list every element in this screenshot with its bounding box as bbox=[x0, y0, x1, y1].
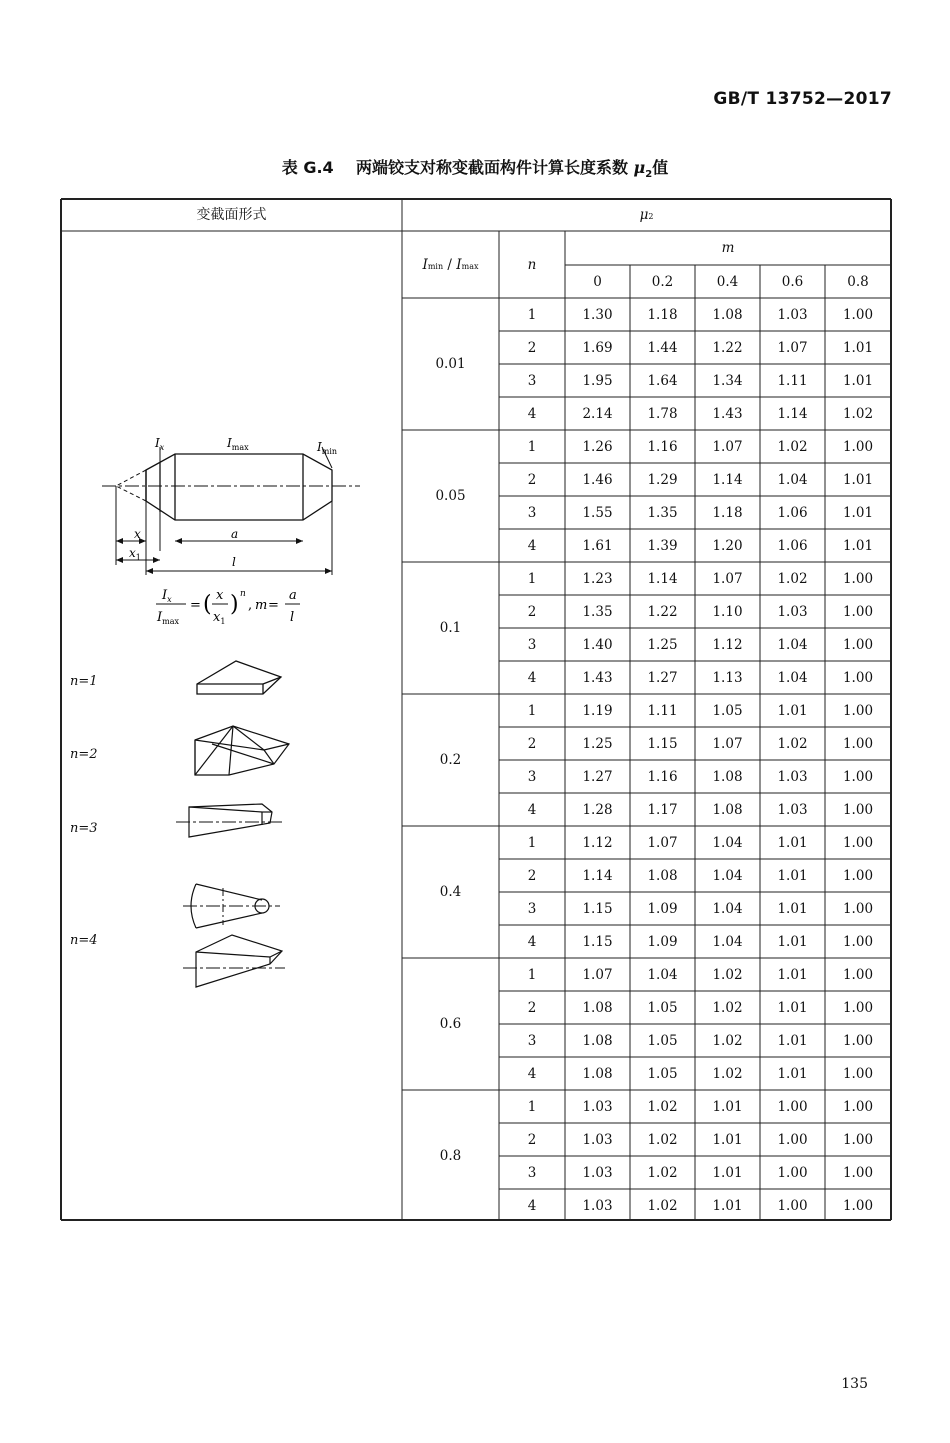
mu-value-cell: 1.00 bbox=[842, 966, 874, 983]
mu-value-cell: 1.19 bbox=[582, 702, 613, 719]
m-value-header: 0.8 bbox=[847, 273, 869, 290]
mu-value-cell: 1.00 bbox=[842, 570, 874, 587]
mu-value-cell: 1.00 bbox=[842, 768, 874, 785]
n-cell: 4 bbox=[527, 1197, 537, 1214]
mu-value-cell: 1.00 bbox=[842, 801, 874, 818]
mu-value-cell: 1.10 bbox=[712, 603, 743, 620]
mu-value-cell: 1.00 bbox=[842, 1098, 874, 1115]
mu-value-cell: 1.01 bbox=[712, 1131, 743, 1148]
mu-value-cell: 1.16 bbox=[647, 768, 678, 785]
mu-value-cell: 1.02 bbox=[647, 1197, 678, 1214]
n-cell: 2 bbox=[527, 867, 537, 884]
mu-value-cell: 1.02 bbox=[712, 966, 743, 983]
mu-value-cell: 1.25 bbox=[647, 636, 678, 653]
mu-value-cell: 1.04 bbox=[777, 669, 808, 686]
mu-value-cell: 1.34 bbox=[712, 372, 743, 389]
page-number: 135 bbox=[841, 1376, 868, 1392]
mu-value-cell: 1.01 bbox=[777, 867, 808, 884]
mu-value-cell: 1.04 bbox=[712, 867, 743, 884]
n-cell: 3 bbox=[527, 636, 537, 653]
svg-text:x1: $x_1$ bbox=[213, 610, 226, 626]
mu-value-cell: 1.55 bbox=[582, 504, 613, 521]
m-value-header: 0.6 bbox=[781, 273, 804, 290]
mu-value-cell: 1.69 bbox=[582, 339, 613, 356]
mu-value-cell: 1.00 bbox=[842, 636, 874, 653]
mu-value-cell: 1.14 bbox=[712, 471, 743, 488]
mu-value-cell: 1.29 bbox=[647, 471, 678, 488]
n-cell: 3 bbox=[527, 1164, 537, 1181]
mu-value-cell: 1.11 bbox=[647, 702, 678, 719]
n-cell: 2 bbox=[527, 1131, 537, 1148]
mu-value-cell: 1.12 bbox=[582, 834, 613, 851]
mu-value-cell: 1.01 bbox=[712, 1098, 743, 1115]
mu-value-cell: 1.00 bbox=[842, 900, 874, 917]
mu-value-cell: 1.17 bbox=[647, 801, 678, 818]
n-cell: 1 bbox=[527, 570, 537, 587]
mu-value-cell: 1.13 bbox=[712, 669, 743, 686]
n-cell: 2 bbox=[527, 735, 537, 752]
ratio-cell: 0.01 bbox=[435, 356, 466, 372]
mu-value-cell: 1.15 bbox=[582, 933, 613, 950]
label-x: x bbox=[134, 527, 141, 541]
m-value-header: 0.2 bbox=[651, 273, 674, 290]
mu-value-cell: 1.39 bbox=[647, 537, 678, 554]
svg-text:x: x bbox=[216, 588, 224, 603]
mu-value-cell: 1.06 bbox=[777, 504, 808, 521]
mu-value-cell: 1.22 bbox=[647, 603, 678, 620]
svg-text:l: l bbox=[290, 610, 295, 625]
label-n2: n=2 bbox=[70, 747, 98, 762]
caption-suffix: 值 bbox=[652, 158, 669, 177]
n-cell: 4 bbox=[527, 801, 537, 818]
shape-n2 bbox=[195, 726, 289, 775]
mu-value-cell: 1.00 bbox=[842, 669, 874, 686]
mu-value-cell: 1.15 bbox=[582, 900, 613, 917]
mu-value-cell: 1.00 bbox=[842, 1065, 874, 1082]
mu-value-cell: 1.01 bbox=[712, 1197, 743, 1214]
mu-value-cell: 1.07 bbox=[712, 735, 743, 752]
mu-value-cell: 1.03 bbox=[582, 1098, 613, 1115]
label-ix: $I_x$ bbox=[155, 436, 165, 452]
mu-value-cell: 1.08 bbox=[582, 999, 613, 1016]
mu-value-cell: 1.00 bbox=[842, 702, 874, 719]
mu-value-cell: 1.28 bbox=[582, 801, 613, 818]
n-cell: 2 bbox=[527, 339, 537, 356]
n-cell: 2 bbox=[527, 999, 537, 1016]
label-n1: n=1 bbox=[70, 674, 98, 689]
shape-n4-cone bbox=[183, 884, 280, 928]
svg-text:=: = bbox=[190, 598, 201, 613]
mu-value-cell: 1.03 bbox=[777, 768, 808, 785]
mu-value-cell: 1.05 bbox=[647, 999, 678, 1016]
mu-value-cell: 1.00 bbox=[842, 999, 874, 1016]
mu-value-cell: 1.04 bbox=[647, 966, 678, 983]
mu-value-cell: 1.01 bbox=[842, 504, 874, 521]
ratio-cell: 0.1 bbox=[439, 620, 462, 636]
mu-value-cell: 1.00 bbox=[842, 1032, 874, 1049]
mu-value-cell: 1.00 bbox=[842, 735, 874, 752]
mu-value-cell: 1.18 bbox=[712, 504, 743, 521]
mu-value-cell: 1.35 bbox=[582, 603, 613, 620]
mu-value-cell: 1.02 bbox=[712, 999, 743, 1016]
svg-text:(: ( bbox=[203, 592, 212, 617]
label-imin: $I_{min}$ bbox=[317, 440, 338, 456]
n-cell: 4 bbox=[527, 537, 537, 554]
mu-value-cell: 1.07 bbox=[647, 834, 678, 851]
caption-text: 两端铰支对称变截面构件计算长度系数 bbox=[355, 158, 628, 177]
mu-value-cell: 1.27 bbox=[582, 768, 613, 785]
svg-text:Imax: $I_{max}$ bbox=[157, 610, 180, 626]
mu-value-cell: 1.44 bbox=[647, 339, 678, 356]
label-n3: n=3 bbox=[70, 821, 98, 836]
mu-value-cell: 1.00 bbox=[842, 603, 874, 620]
mu-value-cell: 1.01 bbox=[842, 339, 874, 356]
mu-value-cell: 1.14 bbox=[582, 867, 613, 884]
mu-value-cell: 1.00 bbox=[842, 306, 874, 323]
mu-value-cell: 1.09 bbox=[647, 900, 678, 917]
mu-value-cell: 1.30 bbox=[582, 306, 613, 323]
mu-value-cell: 1.16 bbox=[647, 438, 678, 455]
mu-value-cell: 1.12 bbox=[712, 636, 743, 653]
mu-value-cell: 1.01 bbox=[777, 999, 808, 1016]
svg-text:=: = bbox=[268, 598, 279, 613]
mu-value-cell: 1.02 bbox=[712, 1032, 743, 1049]
n-cell: 2 bbox=[527, 471, 537, 488]
caption-symbol: μ bbox=[633, 158, 646, 177]
mu-value-cell: 1.04 bbox=[777, 636, 808, 653]
mu-value-cell: 1.02 bbox=[647, 1131, 678, 1148]
mu-value-cell: 1.07 bbox=[777, 339, 808, 356]
mu-value-cell: 1.00 bbox=[842, 438, 874, 455]
mu-value-cell: 2.14 bbox=[582, 405, 613, 422]
svg-text:,: , bbox=[248, 598, 253, 613]
label-x1: $x_1$ bbox=[129, 546, 141, 562]
mu-value-cell: 1.20 bbox=[712, 537, 743, 554]
label-imax: $I_{max}$ bbox=[227, 436, 249, 452]
mu-value-cell: 1.02 bbox=[712, 1065, 743, 1082]
mu-value-cell: 1.04 bbox=[712, 900, 743, 917]
shape-n3 bbox=[176, 804, 285, 837]
mu-value-cell: 1.06 bbox=[777, 537, 808, 554]
mu-value-cell: 1.00 bbox=[777, 1197, 808, 1214]
mu-value-cell: 1.27 bbox=[647, 669, 678, 686]
mu-value-cell: 1.08 bbox=[647, 867, 678, 884]
ratio-cell: 0.2 bbox=[439, 752, 462, 768]
label-n4: n=4 bbox=[70, 933, 98, 948]
ratio-cell: 0.8 bbox=[439, 1148, 462, 1164]
mu-value-cell: 1.00 bbox=[842, 834, 874, 851]
mu-value-cell: 1.15 bbox=[647, 735, 678, 752]
n-cell: 2 bbox=[527, 603, 537, 620]
mu-value-cell: 1.25 bbox=[582, 735, 613, 752]
mu-value-cell: 1.03 bbox=[582, 1131, 613, 1148]
mu-value-cell: 1.02 bbox=[842, 405, 874, 422]
shape-n1 bbox=[197, 661, 281, 694]
mu-value-cell: 1.00 bbox=[842, 1197, 874, 1214]
mu-value-cell: 1.22 bbox=[712, 339, 743, 356]
mu-value-cell: 1.64 bbox=[647, 372, 678, 389]
svg-text:): ) bbox=[230, 592, 239, 617]
mu-value-cell: 1.01 bbox=[842, 537, 874, 554]
svg-text:Ix: $I_x$ bbox=[162, 588, 172, 604]
mu-value-cell: 1.02 bbox=[647, 1098, 678, 1115]
mu-value-cell: 1.01 bbox=[777, 1065, 808, 1082]
n-cell: 1 bbox=[527, 438, 537, 455]
m-value-header: 0.4 bbox=[716, 273, 739, 290]
mu-value-cell: 1.01 bbox=[777, 1032, 808, 1049]
mu-value-cell: 1.08 bbox=[712, 306, 743, 323]
mu-value-cell: 1.05 bbox=[647, 1032, 678, 1049]
n-cell: 1 bbox=[527, 834, 537, 851]
mu-value-cell: 1.04 bbox=[712, 834, 743, 851]
mu-value-cell: 1.01 bbox=[777, 702, 808, 719]
mu-value-cell: 1.05 bbox=[712, 702, 743, 719]
mu-value-cell: 1.43 bbox=[582, 669, 613, 686]
mu-value-cell: 1.02 bbox=[777, 735, 808, 752]
n-cell: 3 bbox=[527, 900, 537, 917]
ratio-cell: 0.4 bbox=[439, 884, 462, 900]
mu-value-cell: 1.01 bbox=[712, 1164, 743, 1181]
standard-code: GB/T 13752—2017 bbox=[713, 89, 892, 109]
label-l: l bbox=[232, 555, 236, 569]
caption-symbol-sub: 2 bbox=[645, 169, 653, 181]
mu-value-cell: 1.26 bbox=[582, 438, 613, 455]
n-cell: 3 bbox=[527, 1032, 537, 1049]
n-cell: 3 bbox=[527, 372, 537, 389]
n-cell: 1 bbox=[527, 306, 537, 323]
mu-value-cell: 1.09 bbox=[647, 933, 678, 950]
mu-value-cell: 1.00 bbox=[777, 1131, 808, 1148]
mu-value-cell: 1.35 bbox=[647, 504, 678, 521]
mu-value-cell: 1.04 bbox=[777, 471, 808, 488]
mu-value-cell: 1.08 bbox=[712, 768, 743, 785]
m-value-header: 0 bbox=[593, 273, 602, 290]
mu-value-cell: 1.03 bbox=[777, 801, 808, 818]
mu-value-cell: 1.00 bbox=[842, 933, 874, 950]
n-cell: 4 bbox=[527, 405, 537, 422]
mu-value-cell: 1.23 bbox=[582, 570, 613, 587]
n-cell: 4 bbox=[527, 933, 537, 950]
mu-value-cell: 1.46 bbox=[582, 471, 613, 488]
mu-value-cell: 1.11 bbox=[777, 372, 808, 389]
mu-value-cell: 1.08 bbox=[712, 801, 743, 818]
col-n: n bbox=[527, 256, 537, 273]
mu-value-cell: 1.01 bbox=[777, 834, 808, 851]
mu-value-cell: 1.40 bbox=[582, 636, 613, 653]
mu-value-cell: 1.02 bbox=[777, 438, 808, 455]
n-cell: 1 bbox=[527, 702, 537, 719]
col-m: m bbox=[721, 240, 735, 256]
col-section-form: 变截面形式 bbox=[196, 207, 267, 223]
svg-text:n: n bbox=[240, 589, 246, 599]
mu-value-cell: 1.02 bbox=[777, 570, 808, 587]
mu-value-cell: 1.01 bbox=[842, 471, 874, 488]
mu-value-cell: 1.00 bbox=[777, 1098, 808, 1115]
mu-value-cell: 1.01 bbox=[777, 900, 808, 917]
mu-value-cell: 1.78 bbox=[647, 405, 678, 422]
n-cell: 4 bbox=[527, 1065, 537, 1082]
mu-value-cell: 1.03 bbox=[777, 603, 808, 620]
mu-value-cell: 1.04 bbox=[712, 933, 743, 950]
mu-value-cell: 1.00 bbox=[842, 1131, 874, 1148]
mu-value-cell: 1.03 bbox=[777, 306, 808, 323]
col-mu: μ2 bbox=[639, 207, 654, 223]
mu-value-cell: 1.01 bbox=[777, 966, 808, 983]
mu-value-cell: 1.43 bbox=[712, 405, 743, 422]
shape-n4-wedge bbox=[183, 935, 285, 987]
ratio-cell: 0.6 bbox=[439, 1016, 462, 1032]
mu-value-cell: 1.07 bbox=[712, 438, 743, 455]
n-cell: 4 bbox=[527, 669, 537, 686]
mu-value-cell: 1.08 bbox=[582, 1065, 613, 1082]
member-outline bbox=[146, 454, 332, 520]
mu-value-cell: 1.00 bbox=[842, 1164, 874, 1181]
mu-value-cell: 1.01 bbox=[842, 372, 874, 389]
svg-text:a: a bbox=[289, 588, 297, 603]
label-a: a bbox=[231, 527, 239, 541]
mu-value-cell: 1.00 bbox=[842, 867, 874, 884]
mu-value-cell: 1.02 bbox=[647, 1164, 678, 1181]
n-cell: 1 bbox=[527, 966, 537, 983]
mu-value-cell: 1.00 bbox=[777, 1164, 808, 1181]
n-cell: 3 bbox=[527, 768, 537, 785]
mu-value-cell: 1.03 bbox=[582, 1164, 613, 1181]
col-ratio: Imin / Imax bbox=[422, 256, 479, 273]
mu-value-cell: 1.05 bbox=[647, 1065, 678, 1082]
mu-value-cell: 1.61 bbox=[582, 537, 613, 554]
mu-value-cell: 1.95 bbox=[582, 372, 613, 389]
mu-value-cell: 1.14 bbox=[647, 570, 678, 587]
formula bbox=[156, 588, 300, 626]
mu-value-cell: 1.08 bbox=[582, 1032, 613, 1049]
caption-prefix: 表 G.4 bbox=[281, 158, 334, 177]
n-cell: 1 bbox=[527, 1098, 537, 1115]
svg-text:m: m bbox=[255, 598, 268, 613]
mu-value-cell: 1.18 bbox=[647, 306, 678, 323]
mu-value-cell: 1.07 bbox=[582, 966, 613, 983]
mu-value-cell: 1.07 bbox=[712, 570, 743, 587]
mu-value-cell: 1.01 bbox=[777, 933, 808, 950]
mu-value-cell: 1.03 bbox=[582, 1197, 613, 1214]
mu-value-cell: 1.14 bbox=[777, 405, 808, 422]
n-cell: 3 bbox=[527, 504, 537, 521]
ratio-cell: 0.05 bbox=[435, 488, 466, 504]
